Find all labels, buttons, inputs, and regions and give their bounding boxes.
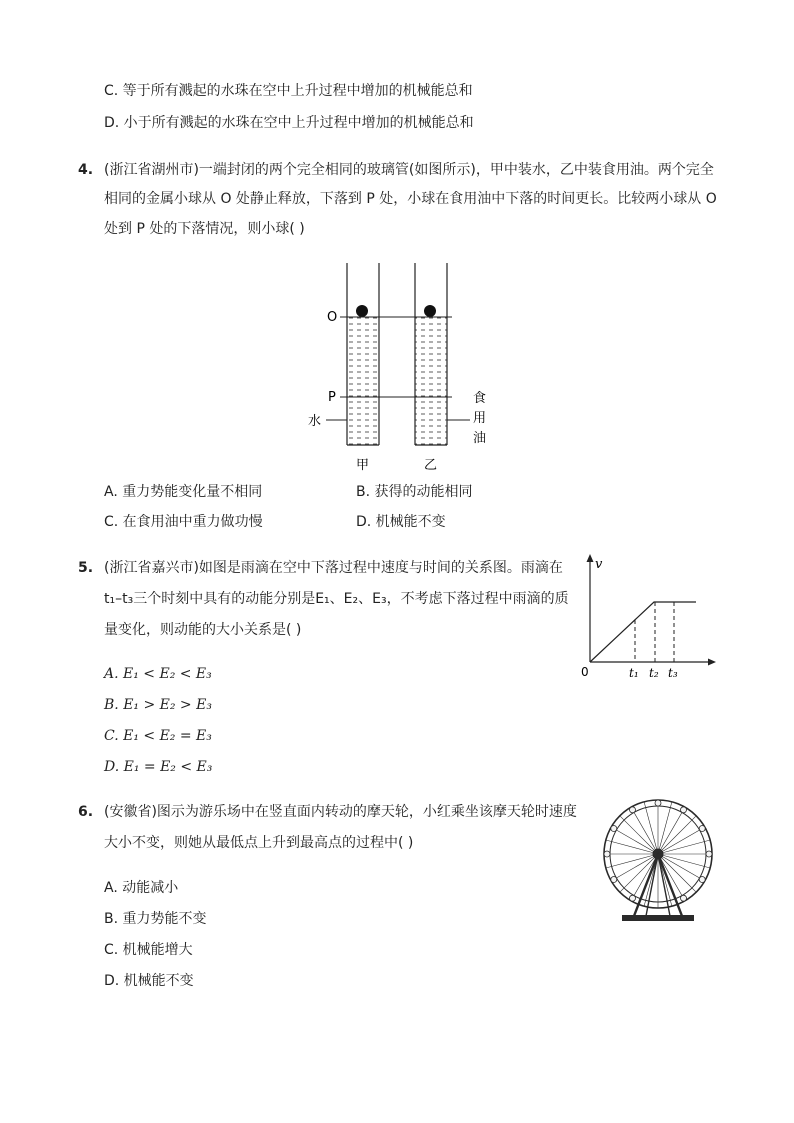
q3-option-c: C. 等于所有溅起的水珠在空中上升过程中增加的机械能总和 xyxy=(104,83,473,99)
q5-option-c: C. E₁ < E₂ = E₃ xyxy=(104,728,212,744)
q4-option-c: C. 在食用油中重力做功慢 xyxy=(104,514,263,530)
label-jia: 甲 xyxy=(356,458,370,473)
q5-number: 5. xyxy=(78,560,94,576)
ferris-wheel-image xyxy=(598,796,720,926)
q6-number: 6. xyxy=(78,804,94,820)
label-t3: t₃ xyxy=(668,666,678,680)
q4-option-a: A. 重力势能变化量不相同 xyxy=(104,484,263,500)
q4-number: 4. xyxy=(78,162,94,178)
t-axis-arrow xyxy=(708,659,716,666)
q4-tubes-figure xyxy=(300,255,500,480)
label-o: O xyxy=(327,310,338,325)
q4-stem-line2: 相同的金属小球从 O 处静止释放，下落到 P 处，小球在食用油中下落的时间更长。比较两小球从 O xyxy=(104,191,717,207)
label-water: 水 xyxy=(308,414,322,429)
q6-stem-line1: (安徽省)图示为游乐场中在竖直面内转动的摩天轮，小红乘坐该摩天轮时速度 xyxy=(104,804,577,820)
velocity-curve xyxy=(590,602,696,662)
q5-velocity-time-graph xyxy=(576,552,722,684)
tube-jia xyxy=(347,263,379,445)
q4-option-d: D. 机械能不变 xyxy=(356,514,446,530)
label-oil-3: 油 xyxy=(473,431,487,446)
ball-yi xyxy=(424,305,436,317)
v-axis-arrow xyxy=(587,554,594,562)
q4-option-b: B. 获得的动能相同 xyxy=(356,484,473,500)
label-v: v xyxy=(595,557,603,572)
q6-option-b: B. 重力势能不变 xyxy=(104,911,207,927)
label-p: P xyxy=(328,390,336,405)
q6-option-d: D. 机械能不变 xyxy=(104,973,194,989)
q5-stem-line3: 量变化，则动能的大小关系是( ) xyxy=(104,622,302,638)
q4-stem-line1: (浙江省湖州市)一端封闭的两个完全相同的玻璃管(如图所示)，甲中装水，乙中装食用油。两个完全 xyxy=(104,162,714,178)
label-oil-1: 食 xyxy=(473,391,487,406)
label-origin: 0 xyxy=(581,665,589,679)
label-yi: 乙 xyxy=(424,458,438,473)
q3-option-d: D. 小于所有溅起的水珠在空中上升过程中增加的机械能总和 xyxy=(104,115,474,131)
q5-option-a: A. E₁ < E₂ < E₃ xyxy=(104,666,212,682)
q5-option-b: B. E₁ > E₂ > E₃ xyxy=(104,697,212,713)
label-t1: t₁ xyxy=(629,666,639,680)
label-t2: t₂ xyxy=(649,666,659,680)
q4-stem-line3: 处到 P 处的下落情况，则小球( ) xyxy=(104,221,305,237)
q5-stem-line1: (浙江省嘉兴市)如图是雨滴在空中下落过程中速度与时间的关系图。雨滴在 xyxy=(104,560,563,576)
q6-stem-line2: 大小不变，则她从最低点上升到最高点的过程中( ) xyxy=(104,835,414,851)
q6-option-c: C. 机械能增大 xyxy=(104,942,193,958)
q5-option-d: D. E₁ = E₂ < E₃ xyxy=(104,759,213,775)
q5-stem-line2: t₁–t₃三个时刻中具有的动能分别是E₁、E₂、E₃，不考虑下落过程中雨滴的质 xyxy=(104,591,569,607)
ball-jia xyxy=(356,305,368,317)
tube-yi xyxy=(415,263,447,445)
label-oil-2: 用 xyxy=(473,411,487,426)
q6-option-a: A. 动能减小 xyxy=(104,880,179,896)
